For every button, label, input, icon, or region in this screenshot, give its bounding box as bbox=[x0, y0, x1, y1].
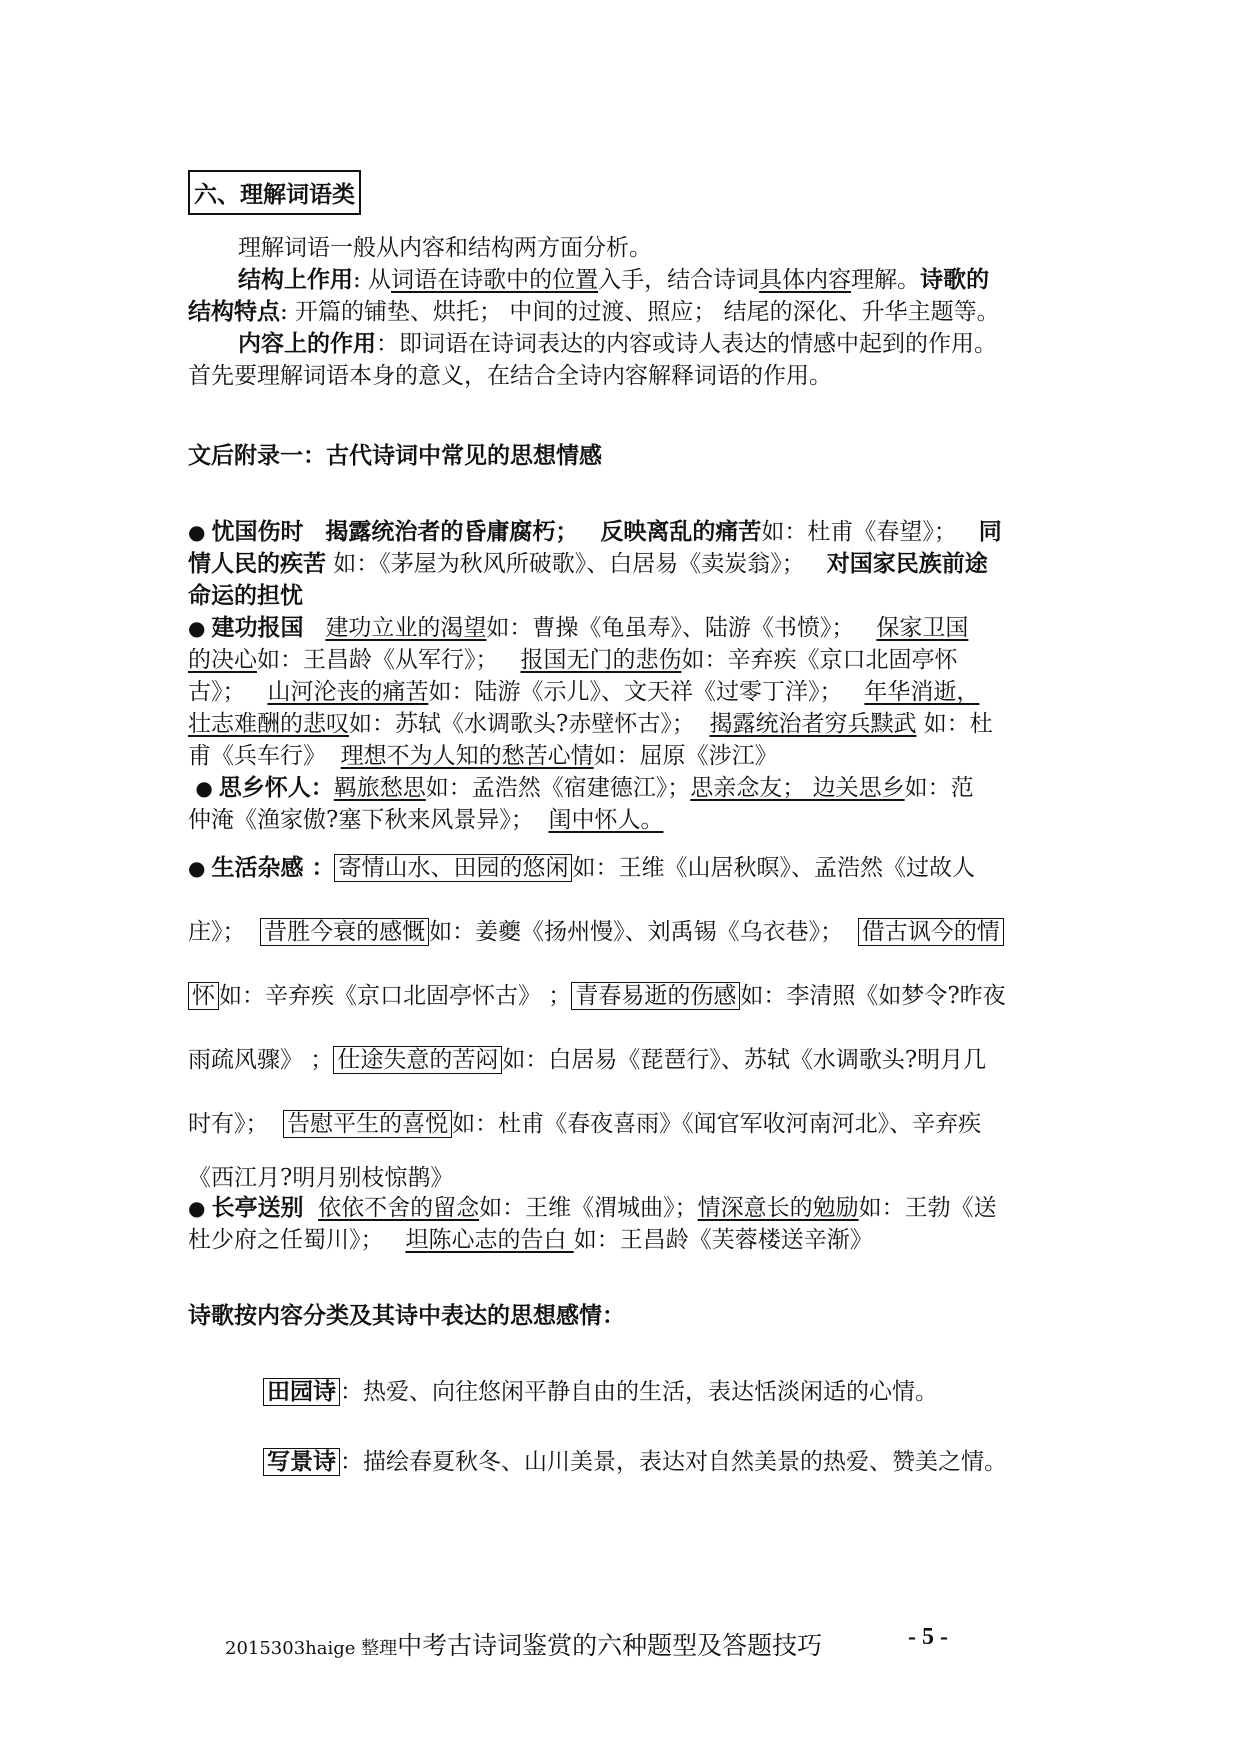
s2-line-4: 壮志难酬的悲叹如：苏轼《水调歌头?赤壁怀古》； 揭露统治者穷兵黩武 如：杜 bbox=[188, 711, 993, 737]
intro-line: 理解词语一般从内容和结构两方面分析。 bbox=[238, 235, 652, 261]
s4-line-3: 怀 如：辛弃疾《京口北固亭怀古》 ； 青春易逝的伤感 如：李清照《如梦令?昨夜 bbox=[188, 980, 1058, 1013]
page-number: - 5 - bbox=[908, 1624, 948, 1650]
s2-line-5: 甫《兵车行》 理想不为人知的愁苦心情如：屈原《涉江》 bbox=[188, 743, 778, 769]
s4-line-2: 庄》； 昔胜今衰的感慨 如：姜夔《扬州慢》、刘禹锡《乌衣巷》； 借古讽今的情 bbox=[188, 916, 1058, 949]
footer-title: 中考古诗词鉴赏的六种题型及答题技巧 bbox=[397, 1631, 823, 1660]
scenery-poem-line: 写景诗 ：描绘春夏秋冬、山川美景，表达对自然美景的热爱、赞美之情。 bbox=[188, 1446, 1133, 1479]
pastoral-label: 田园诗 bbox=[263, 1378, 340, 1406]
s3-line-2: 仲淹《渔家傲?塞下秋来风景异》； 闺中怀人。 bbox=[188, 807, 664, 833]
content-line-2: 首先要理解词语本身的意义，在结合全诗内容解释词语的作用。 bbox=[188, 363, 832, 389]
content-label: 内容上的作用 bbox=[238, 331, 376, 357]
s1-line-1: ● 忧国伤时 揭露统治者的昏庸腐朽； 反映离乱的痛苦如：杜甫《春望》； 同 bbox=[188, 519, 1002, 545]
s2-line-2: 的决心如：王昌龄《从军行》； 报国无门的悲伤如：辛弃疾《京口北固亭怀 bbox=[188, 647, 958, 673]
s1-line-3: 命运的担忧 bbox=[188, 583, 303, 609]
s4-line-5: 时有》； 告慰平生的喜悦 如：杜甫《春夜喜雨》《闻官军收河南河北》、辛弃疾 bbox=[188, 1111, 982, 1137]
scenery-label: 写景诗 bbox=[263, 1448, 340, 1476]
bullet-icon: ● bbox=[188, 856, 206, 880]
page-footer bbox=[225, 1626, 822, 1662]
bullet-icon: ● bbox=[188, 1196, 206, 1220]
structure-line-2: 结构特点: 开篇的铺垫、烘托； 中间的过渡、照应； 结尾的深化、升华主题等。 bbox=[188, 299, 1000, 325]
content-line-1: 内容上的作用：即词语在诗词表达的内容或诗人表达的情感中起到的作用。 bbox=[238, 331, 997, 357]
footer-prefix: 2015303haige 整理 bbox=[225, 1638, 398, 1659]
s4-line-1: ● 生活杂感 ： 寄情山水、田园的悠闲 如：王维《山居秋暝》、孟浩然《过故人 bbox=[188, 855, 975, 881]
bullet-icon: ● bbox=[195, 776, 213, 800]
bullet-icon: ● bbox=[188, 616, 206, 640]
s4-line-4: 雨疏风骤》 ； 仕途失意的苦闷 如：白居易《琵琶行》、苏轼《水调歌头?明月几 bbox=[188, 1047, 987, 1073]
classify-title: 诗歌按内容分类及其诗中表达的思想感情： bbox=[188, 1303, 625, 1329]
s1-line-2: 情人民的疾苦 如：《茅屋为秋风所破歌》、白居易《卖炭翁》； 对国家民族前途 bbox=[188, 551, 988, 577]
appendix-title: 文后附录一：古代诗词中常见的思想情感 bbox=[188, 443, 602, 469]
pastoral-poem-line: 田园诗 ：热爱、向往悠闲平静自由的生活，表达恬淡闲适的心情。 bbox=[188, 1376, 1133, 1409]
section-heading: 六、理解词语类 bbox=[188, 170, 361, 215]
structure-label: 结构上作用 bbox=[238, 267, 353, 293]
s5-line-1: ● 长亭送别 依依不舍的留念如：王维《渭城曲》；情深意长的勉励如：王勃《送 bbox=[188, 1195, 997, 1221]
s2-line-3: 古》； 山河沦丧的痛苦如：陆游《示儿》、文天祥《过零丁洋》； 年华消逝， bbox=[188, 679, 980, 705]
s5-line-2: 杜少府之任蜀川》； 坦陈心志的告白 如：王昌龄《芙蓉楼送辛渐》 bbox=[188, 1227, 873, 1253]
bullet-icon: ● bbox=[188, 520, 206, 544]
structure-line-1: 结构上作用: 从词语在诗歌中的位置入手，结合诗词具体内容理解。诗歌的 bbox=[238, 267, 990, 293]
s2-line-1: ● 建功报国 建功立业的渴望如：曹操《龟虽寿》、陆游《书愤》； 保家卫国 bbox=[188, 615, 969, 641]
s3-line-1: ● 思乡怀人：羁旅愁思如：孟浩然《宿建德江》；思亲念友； 边关思乡如：范 bbox=[195, 775, 974, 801]
s4-line-6: 《西江月?明月别枝惊鹊》 bbox=[188, 1165, 454, 1191]
